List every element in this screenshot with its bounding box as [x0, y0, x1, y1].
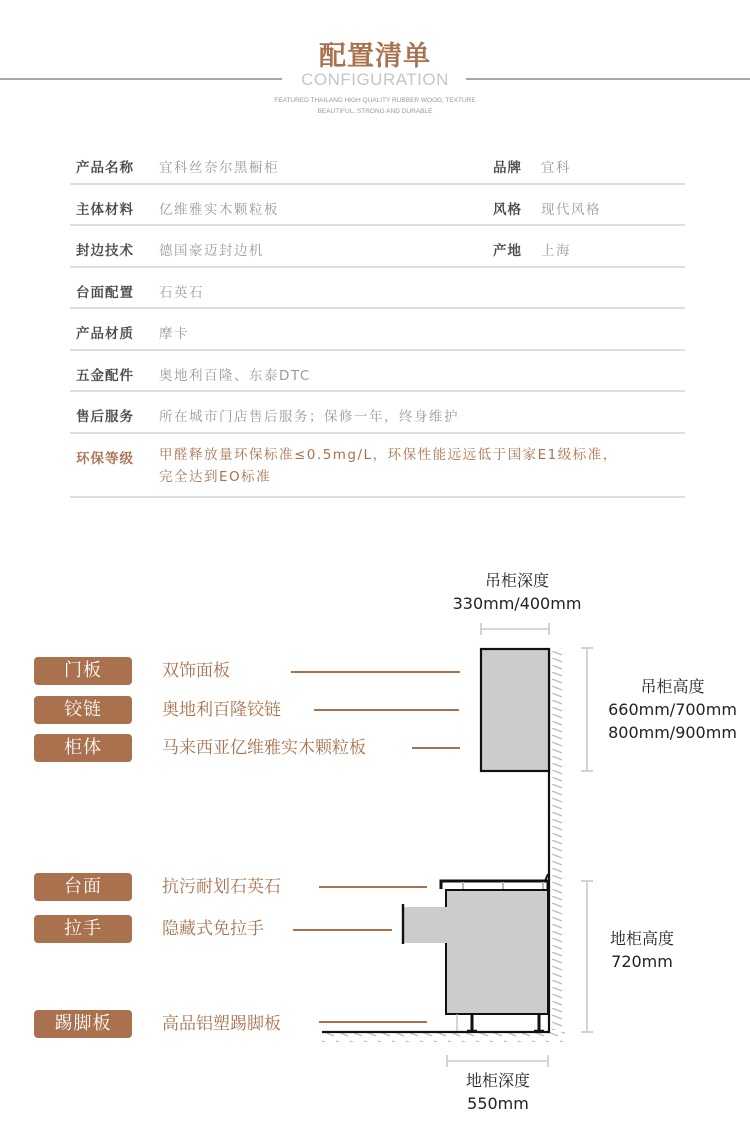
wall-hatch	[550, 648, 564, 1030]
spec-value: 现代风格	[541, 201, 601, 218]
wall-height-label	[600, 675, 745, 744]
eco-value-line-1: 甲醛释放量环保标准≤0.5mg/L，环保性能远远低于国家E1级标准，	[159, 446, 618, 463]
spec-label: 主体材料	[76, 201, 134, 218]
base-cabinet	[446, 890, 548, 1014]
leader-line	[412, 747, 460, 749]
part-tag-countertop: 台面	[34, 873, 132, 901]
spec-value: 石英石	[159, 284, 204, 301]
wall-depth-label	[437, 569, 597, 615]
eco-value-line-2: 完全达到EO标准	[159, 468, 272, 485]
part-desc-carcass: 马来西亚亿维雅实木颗粒板	[162, 738, 366, 758]
spec-label: 封边技术	[76, 243, 134, 259]
drawer-front	[403, 907, 447, 943]
spec-label: 售后服务	[76, 409, 134, 425]
wall-depth-value: 330mm/400mm	[452, 594, 582, 613]
spec-label: 产品名称	[76, 160, 134, 176]
spec-value: 宜科	[541, 160, 571, 176]
part-desc-hinge: 奥地利百隆铰链	[162, 700, 281, 720]
tagline-line-1: FEATURED THAILAND HIGH QUALITY RUBBER WOOD, TEXTURE	[274, 97, 476, 104]
spec-value: 宜科丝奈尔黑橱柜	[159, 160, 279, 176]
part-tag-hinge: 铰链	[34, 696, 132, 724]
part-tag-kickboard: 踢脚板	[34, 1010, 132, 1038]
page-title: 配置清单	[319, 41, 431, 72]
wall-height-value-2: 800mm/900mm	[608, 723, 737, 742]
part-desc-door: 双饰面板	[162, 661, 230, 681]
base-height-label	[592, 927, 692, 973]
part-desc-handle: 隐藏式免拉手	[162, 919, 264, 939]
base-depth-value: 550mm	[467, 1094, 529, 1113]
base-depth-label	[448, 1069, 548, 1115]
base-height-value: 720mm	[611, 952, 673, 971]
spec-value: 德国豪迈封边机	[159, 243, 264, 259]
spec-label: 环保等级	[76, 450, 134, 467]
tagline-line-2: BEAUTIFUL, STRONG AND DURABLE	[317, 108, 433, 115]
wall-height-value-1: 660mm/700mm	[608, 700, 737, 719]
spec-value: 奥地利百隆、东泰DTC	[159, 367, 311, 384]
leader-line	[314, 709, 459, 711]
floor-hatch	[320, 1032, 565, 1042]
wall-depth-title: 吊柜深度	[484, 571, 549, 590]
spec-label: 台面配置	[76, 284, 134, 301]
leader-line	[291, 671, 460, 673]
countertop	[441, 881, 548, 889]
base-depth-title: 地柜深度	[465, 1071, 530, 1090]
page-subtitle-en: CONFIGURATION	[301, 70, 449, 89]
part-desc-kickboard: 高品铝塑踢脚板	[162, 1014, 281, 1034]
spec-value: 亿维雅实木颗粒板	[159, 201, 279, 218]
part-tag-carcass: 柜体	[34, 734, 132, 762]
base-depth-dimension	[447, 1055, 548, 1067]
wall-cabinet	[481, 649, 549, 771]
leader-line	[319, 886, 427, 888]
wall-height-dimension	[581, 648, 593, 771]
spec-label: 风格	[493, 201, 522, 218]
wall-height-title: 吊柜高度	[640, 677, 705, 696]
base-height-title: 地柜高度	[609, 929, 674, 948]
spec-value: 摩卡	[159, 326, 189, 342]
spec-label: 产地	[493, 243, 522, 259]
part-tag-door: 门板	[34, 657, 132, 685]
wall-depth-dimension	[481, 623, 549, 635]
spec-label: 品牌	[493, 160, 522, 176]
leader-line	[293, 929, 392, 931]
part-tag-handle: 拉手	[34, 915, 132, 943]
leader-line	[319, 1021, 427, 1023]
spec-label: 产品材质	[76, 326, 134, 342]
part-desc-countertop: 抗污耐划石英石	[162, 877, 281, 897]
spec-label: 五金配件	[76, 367, 134, 384]
spec-value: 所在城市门店售后服务；保修一年，终身维护	[159, 409, 459, 425]
spec-value: 上海	[541, 243, 571, 259]
